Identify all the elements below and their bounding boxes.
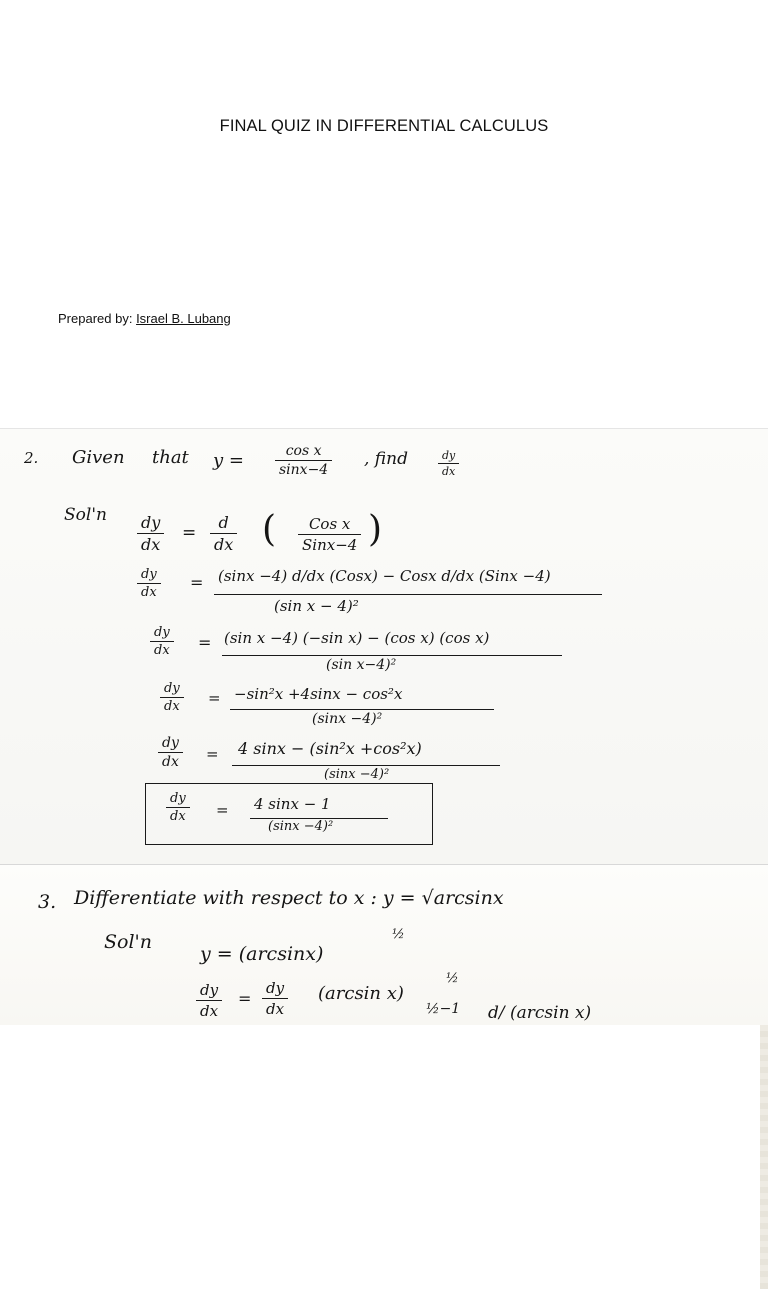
- problem-3-line-2-exponent: ½: [446, 971, 459, 986]
- step-5-denominator: (sinx −4)²: [324, 767, 390, 782]
- step-4-fraction-bar: [230, 709, 494, 710]
- step-1-dy-dx: [137, 513, 164, 554]
- problem-2-number: 2.: [24, 449, 39, 467]
- dy-text: dy: [162, 735, 179, 751]
- step-1-fraction: [298, 515, 361, 554]
- function-numerator: cos x: [285, 443, 322, 459]
- dx-text: dx: [166, 807, 190, 824]
- dx-text: dx: [137, 583, 161, 600]
- step-4-denominator: (sinx −4)²: [312, 711, 383, 727]
- step-1-denominator: Sinx−4: [298, 534, 361, 554]
- answer-denominator: (sinx −4)²: [268, 819, 334, 834]
- problem-2-dy-dx: [438, 449, 459, 478]
- dy-text: dy: [170, 791, 186, 806]
- equals-sign: =: [206, 745, 219, 763]
- step-5-dy-dx: [158, 735, 183, 770]
- dx-text: dx: [137, 533, 164, 554]
- problem-2-given: Given: [72, 447, 125, 468]
- problem-2-solution-label: Sol'n: [64, 505, 107, 525]
- equals-sign: =: [238, 989, 252, 1008]
- step-3-fraction-bar: [222, 655, 562, 656]
- problem-2-that: that: [152, 447, 189, 468]
- dy-text: dy: [141, 567, 157, 582]
- dy-text: dy: [141, 513, 161, 532]
- problem-3-dy-dx-left: [196, 981, 222, 1020]
- step-3-numerator: (sin x −4) (−sin x) − (cos x) (cos x): [224, 629, 490, 647]
- answer-dy-dx: [166, 791, 190, 824]
- problem-2-y-equals: y =: [213, 450, 244, 471]
- author-name: Israel B. Lubang: [136, 311, 231, 326]
- problem-3-line-3: d/ (arcsin x): [488, 1003, 592, 1023]
- problem-2-find: , find: [364, 449, 408, 469]
- step-2-fraction-bar: [214, 594, 602, 595]
- answer-numerator: 4 sinx − 1: [254, 795, 331, 813]
- dy-text: dy: [164, 681, 180, 696]
- problem-2-handwritten-photo: [0, 428, 768, 865]
- step-4-numerator: −sin²x +4sinx − cos²x: [234, 685, 403, 703]
- d-text: d: [218, 513, 229, 532]
- equals-sign: =: [190, 573, 204, 592]
- problem-3-prompt: Differentiate with respect to x : y = √arcsinx: [74, 887, 504, 909]
- problem-3-dy-dx-right: [262, 979, 288, 1018]
- dy-text: dy: [266, 979, 285, 997]
- step-5-fraction-bar: [232, 765, 500, 766]
- dy-text: dy: [200, 981, 219, 999]
- dx-text: dx: [438, 463, 459, 478]
- problem-3-solution-label: Sol'n: [104, 931, 152, 953]
- problem-3-number: 3.: [38, 891, 57, 913]
- open-paren: (: [262, 509, 277, 550]
- step-1-d-dx: [210, 513, 237, 554]
- equals-sign: =: [182, 523, 197, 543]
- equals-sign: =: [216, 801, 229, 819]
- step-3-denominator: (sin x−4)²: [326, 657, 397, 673]
- prepared-by-line: [58, 311, 231, 326]
- dy-text: dy: [154, 625, 170, 640]
- dx-text: dx: [196, 1000, 222, 1020]
- problem-3-line-2: (arcsin x): [318, 983, 404, 1004]
- equals-sign: =: [208, 689, 221, 707]
- dx-text: dx: [158, 752, 183, 770]
- problem-3-line-1-exponent: ½: [392, 927, 405, 942]
- prepared-by-label: Prepared by:: [58, 311, 133, 326]
- step-5-numerator: 4 sinx − (sin²x +cos²x): [238, 739, 422, 758]
- step-3-dy-dx: [150, 625, 174, 658]
- step-2-dy-dx: [137, 567, 161, 600]
- dx-text: dx: [262, 998, 288, 1018]
- quiz-title: FINAL QUIZ IN DIFFERENTIAL CALCULUS: [219, 117, 549, 135]
- function-denominator: sinx−4: [275, 460, 332, 478]
- dx-text: dx: [210, 533, 237, 554]
- dx-text: dx: [150, 641, 174, 658]
- dy-text: dy: [442, 449, 456, 462]
- problem-2-function: [275, 443, 332, 478]
- problem-3-handwritten-photo: [0, 864, 768, 1025]
- problem-3-line-3-exponent: ½−1: [426, 1001, 461, 1017]
- step-1-numerator: Cos x: [308, 515, 351, 533]
- problem-3-line-1: y = (arcsinx): [200, 943, 324, 965]
- step-2-denominator: (sin x − 4)²: [274, 597, 359, 615]
- step-2-numerator: (sinx −4) d/dx (Cosx) − Cosx d/dx (Sinx −4): [218, 567, 551, 585]
- step-4-dy-dx: [160, 681, 184, 714]
- equals-sign: =: [198, 633, 212, 652]
- dx-text: dx: [160, 697, 184, 714]
- close-paren: ): [368, 509, 383, 550]
